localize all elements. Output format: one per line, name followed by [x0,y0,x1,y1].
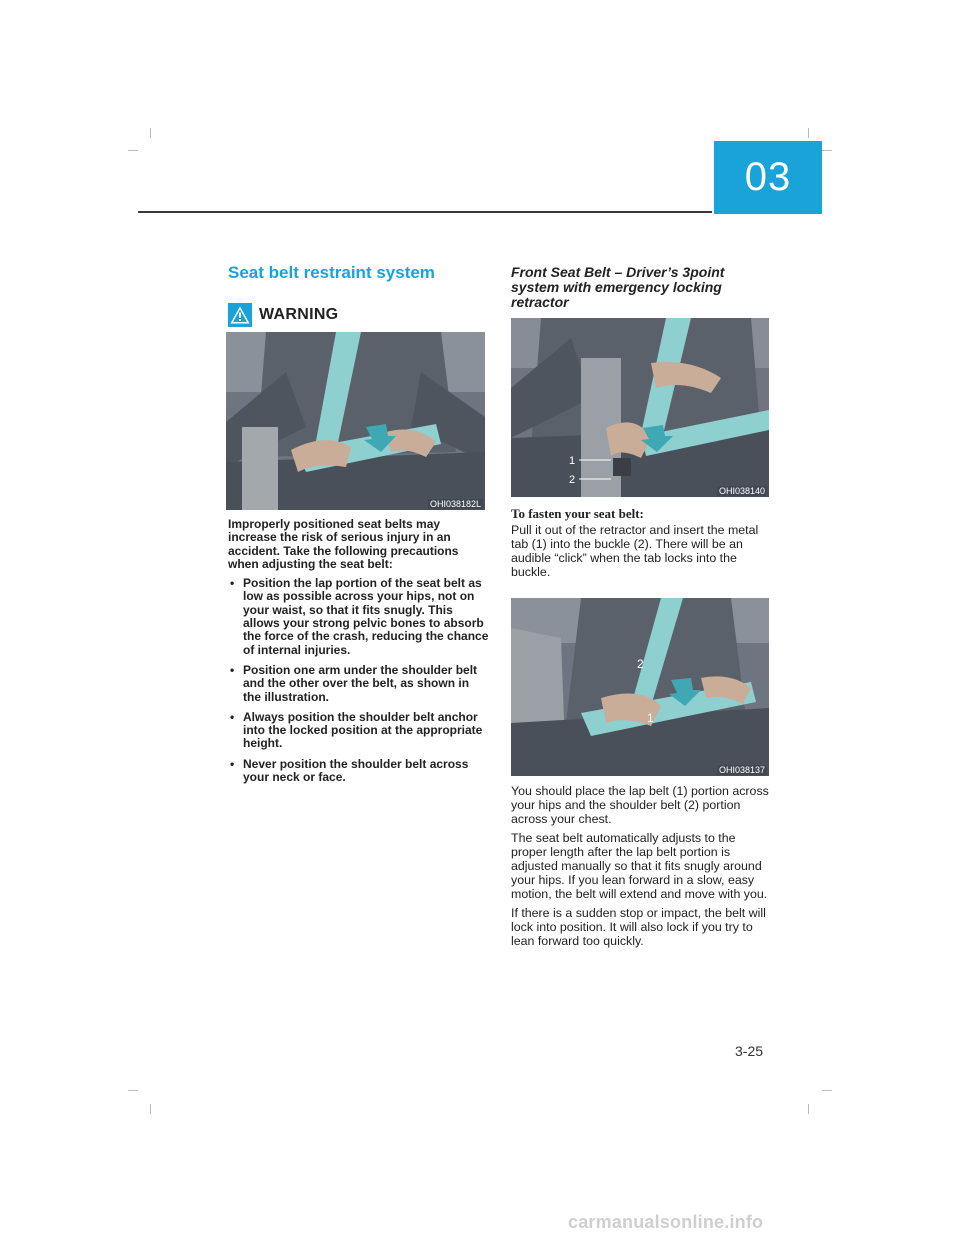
illustration-image [226,332,485,510]
paragraph: Pull it out of the retractor and insert the metal tab (1) into the buckle (2). There will be an audible “click” when the tab locks into the buckle. [511,523,759,579]
crop-mark [128,150,138,151]
crop-mark [808,128,809,138]
list-item: • Always position the shoulder belt anchor into the locked position at the appropriate height. [230,709,483,751]
callout-label: 2 [569,474,576,486]
instruction-heading: To fasten your seat belt: [511,506,644,521]
illustration-seated-belt-position [226,332,485,510]
bullet-icon: • [230,662,235,677]
paragraph: You should place the lap belt (1) portion across your hips and the shoulder belt (2) portion across your chest. [511,784,769,826]
illustration-belt-worn [511,598,769,776]
warning-heading [228,303,338,327]
chapter-tab [714,141,822,214]
header-rule [138,211,712,213]
warning-intro: Improperly positioned seat belts may increase the risk of serious injury in an accident. Take the following precautions when adjusting the seat belt: [228,517,459,571]
callout-label: 2 [637,657,644,671]
bullet-icon: • [230,756,235,771]
crop-mark [150,1104,151,1114]
callout-label: 1 [569,455,576,467]
crop-mark [128,1090,138,1091]
subsection-title: Front Seat Belt – Driver’s 3point system with emergency locking retractor [511,264,725,310]
crop-mark [822,150,832,151]
section-title: Seat belt restraint system [228,263,435,282]
paragraph: The seat belt automatically adjusts to the proper length after the lap belt portion is adjusted manually so that it fits snugly around your hips. If you lean forward in a slow, easy motion, the belt will extend and move with you. [511,831,768,901]
instruction-text [511,523,773,584]
watermark: carmanualsonline.info [568,1212,764,1232]
list-item: • Position one arm under the shoulder belt and the other over the belt, as shown in the illustration. [230,662,478,704]
crop-mark [822,1090,832,1091]
chapter-number: 03 [744,155,792,199]
usage-text [511,784,773,953]
warning-label: WARNING [259,306,339,323]
figure-code: OHI038137 [718,765,765,775]
bullet-icon: • [230,709,235,724]
illustration-image [511,598,769,776]
illustration-image [511,318,769,497]
bullet-icon: • [230,576,235,591]
warning-body [228,518,490,791]
precaution-list [228,577,490,784]
warning-triangle-icon [228,303,252,327]
list-item: • Never position the shoulder belt across your neck or face. [230,756,469,785]
crop-mark [808,1104,809,1114]
illustration-fastening-belt [511,318,769,497]
page-number: 3-25 [735,1043,764,1059]
callout-label: 1 [647,711,654,725]
crop-mark [150,128,151,138]
figure-code: OHI038182L [429,499,481,509]
paragraph: If there is a sudden stop or impact, the belt will lock into position. It will also lock if you try to lean forward too quickly. [511,906,766,948]
list-item: • Position the lap portion of the seat belt as low as possible across your hips, not on your waist, so that it fits snugly. This allows your strong pelvic bones to absorb the force of the crash, reducing the chance of internal injuries. [230,576,489,657]
figure-code: OHI038140 [718,486,765,496]
